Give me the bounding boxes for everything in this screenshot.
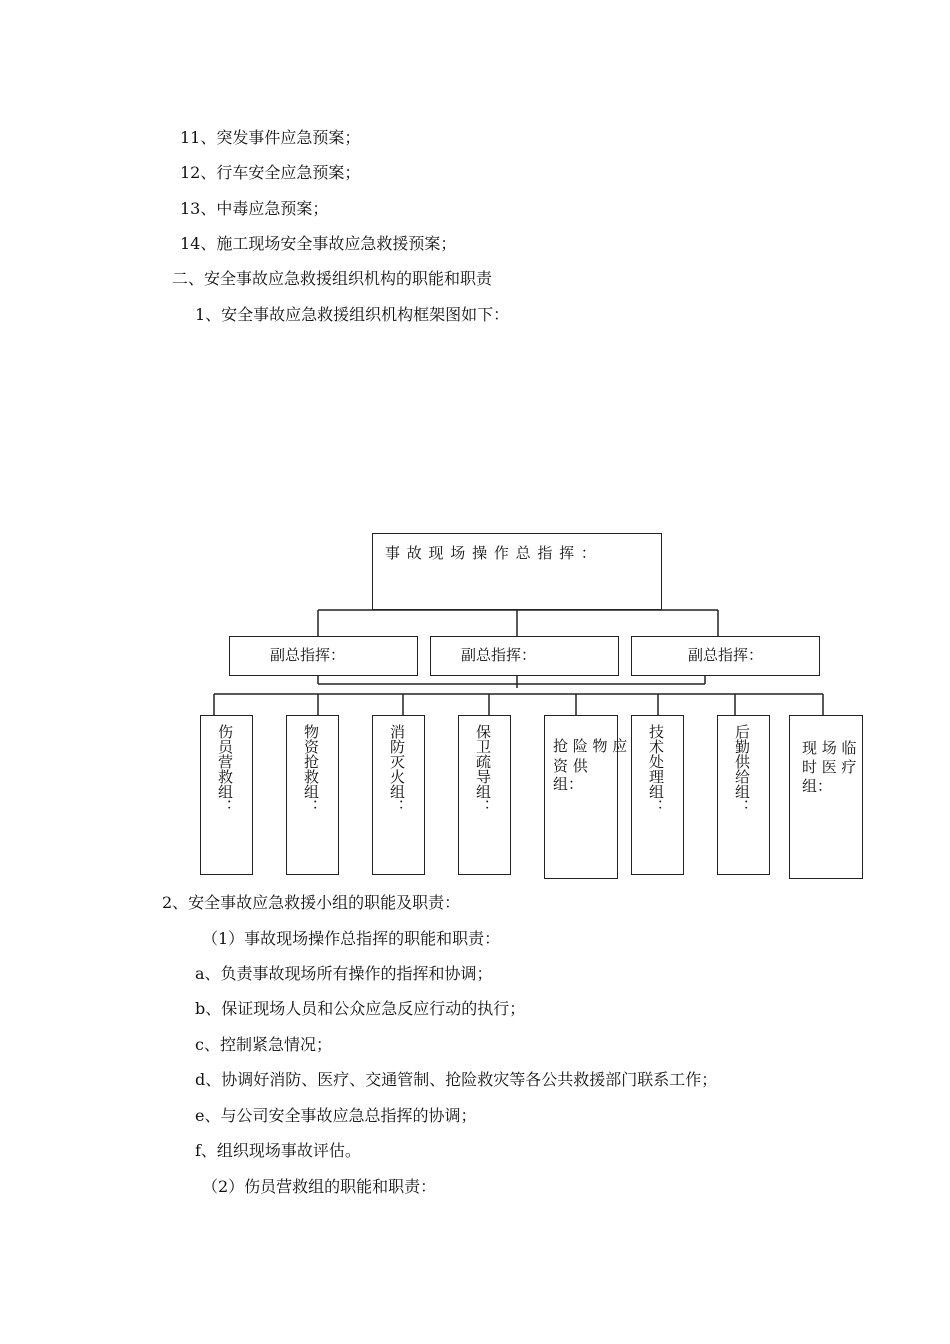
group-label: 消防灭火组：: [388, 724, 406, 814]
group-box-casualty-rescue: [200, 715, 253, 875]
group-label-line: 现 场 临: [802, 739, 857, 757]
group-box-emergency-supply: [544, 715, 628, 879]
deputy-commander-box: [229, 636, 418, 676]
group-label: 后勤供给组：: [733, 724, 751, 814]
chief-commander-box: [372, 533, 662, 610]
deputy-commander-label: 副总指挥：: [688, 646, 764, 664]
duty-item: c、控制紧急情况；: [195, 1035, 332, 1054]
chief-commander-label: 事 故 现 场 操 作 总 指 挥 ：: [385, 544, 597, 562]
group-label-line: 组：: [802, 777, 833, 795]
group-label: 伤员营救组：: [216, 724, 234, 814]
list-item: 13、中毒应急预案；: [180, 199, 329, 218]
item-title: （2）伤员营救组的职能和职责：: [202, 1177, 437, 1196]
deputy-commander-box: [430, 636, 619, 676]
chart-intro-heading: 1、安全事故应急救援组织机构框架图如下：: [195, 305, 510, 324]
duty-item: e、与公司安全事故应急总指挥的协调；: [195, 1106, 477, 1125]
group-label: 技术处理组：: [647, 724, 665, 814]
duty-item: f、组织现场事故评估。: [195, 1141, 361, 1160]
group-label-line: 组：: [553, 775, 584, 793]
group-box-material-rescue: [286, 715, 339, 875]
list-item: 12、行车安全应急预案；: [180, 163, 361, 182]
group-box-security-guidance: [458, 715, 511, 875]
duty-item: a、负责事故现场所有操作的指挥和协调；: [195, 964, 493, 983]
section-heading: 二、安全事故应急救援组织机构的职能和职责: [172, 269, 493, 288]
list-item: 14、施工现场安全事故应急救援预案；: [180, 234, 457, 253]
deputy-commander-box: [631, 636, 820, 676]
group-box-logistics: [717, 715, 770, 875]
group-label: 物资抢救组：: [302, 724, 320, 814]
group-label: 保卫疏导组：: [474, 724, 492, 814]
list-item: 11、突发事件应急预案；: [180, 128, 361, 147]
duty-item: b、保证现场人员和公众应急反应行动的执行；: [195, 999, 526, 1018]
group-box-temporary-medical: [789, 715, 863, 879]
group-box-technical: [631, 715, 684, 875]
group-box-fire-fighting: [372, 715, 425, 875]
group-label-line: 资 供: [553, 757, 588, 775]
duties-heading: 2、安全事故应急救援小组的职能及职责：: [162, 893, 461, 912]
item-title: （1）事故现场操作总指挥的职能和职责：: [202, 929, 501, 948]
group-label-line: 时 医 疗: [802, 758, 857, 776]
duty-item: d、协调好消防、医疗、交通管制、抢险救灾等各公共救援部门联系工作；: [195, 1070, 718, 1089]
deputy-commander-label: 副总指挥：: [270, 646, 346, 664]
group-label-line: 抢 险 物 应: [553, 737, 628, 755]
deputy-commander-label: 副总指挥：: [461, 646, 537, 664]
